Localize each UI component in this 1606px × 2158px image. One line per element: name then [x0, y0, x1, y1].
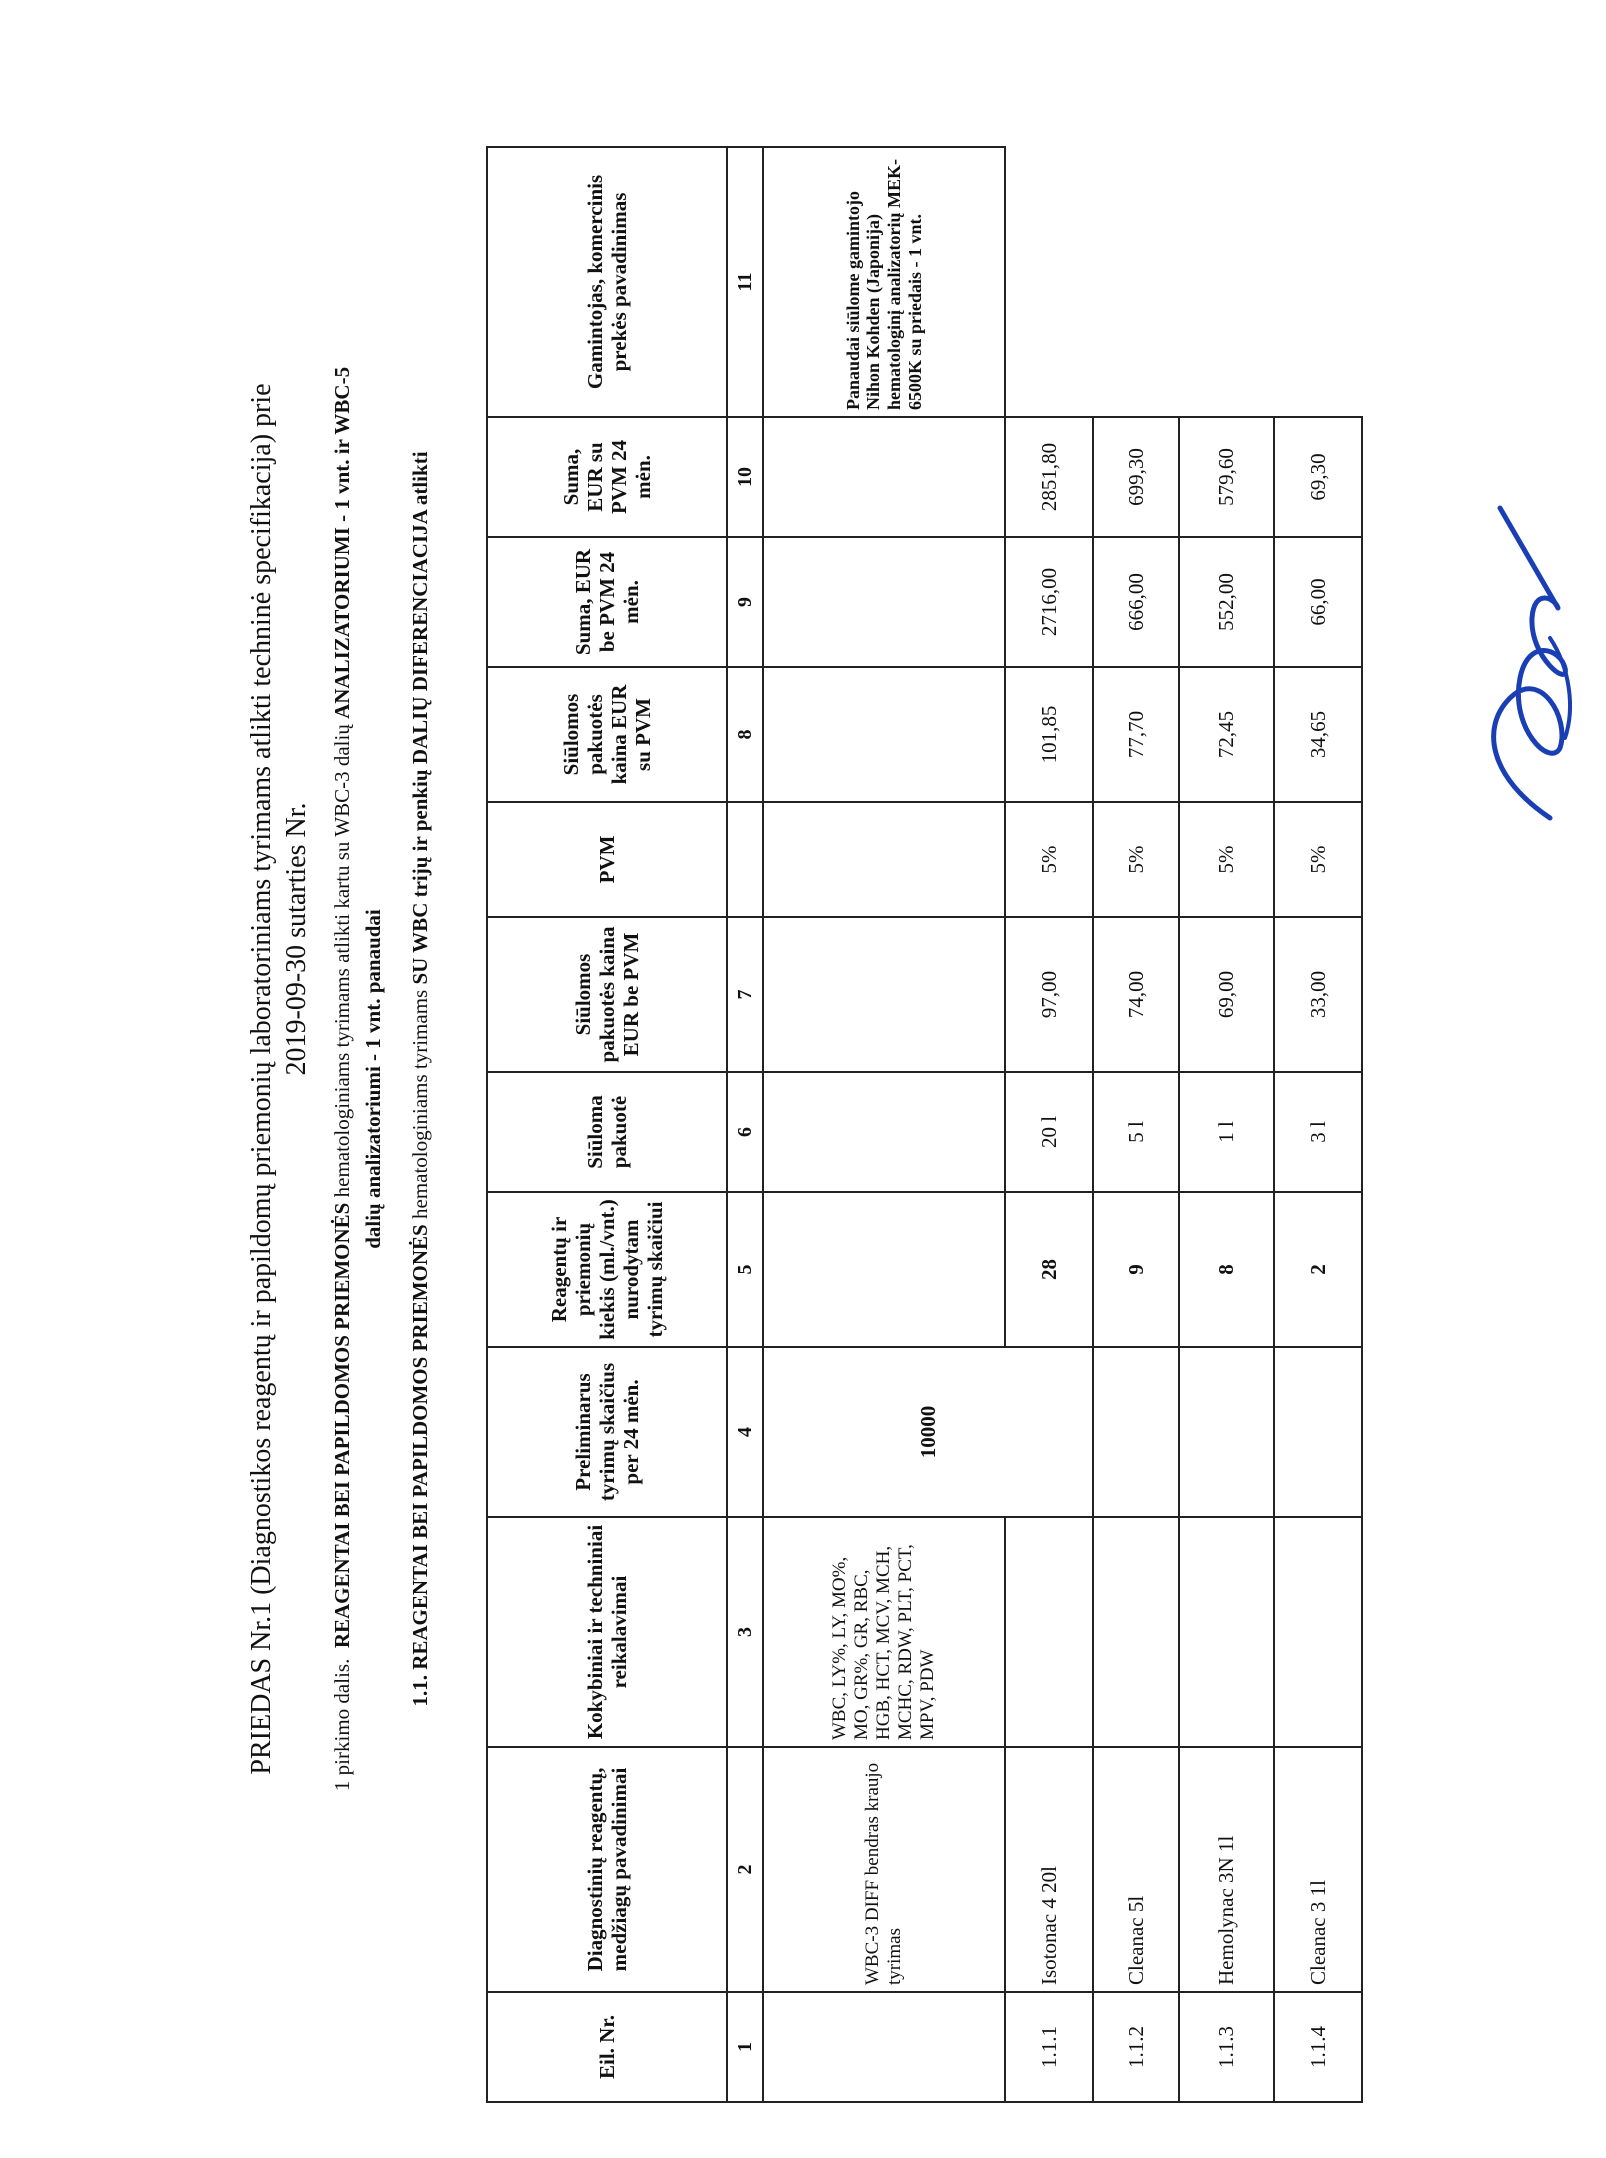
row-nr: 1.1.4: [1274, 1992, 1362, 2102]
col-number: 10: [727, 417, 763, 537]
col-number: 2: [727, 1747, 763, 1992]
row-pack: 3 l: [1274, 1072, 1362, 1192]
row-nr: 1.1.3: [1179, 1992, 1274, 2102]
row-qty: 8: [1179, 1192, 1274, 1347]
row-price-vat: 72,45: [1179, 667, 1274, 802]
row-nr: 1.1.2: [1093, 1992, 1179, 2102]
row-qty: 9: [1093, 1192, 1179, 1347]
part-heading: [330, 0, 355, 2158]
row-price: 74,00: [1093, 917, 1179, 1072]
col-header: Siūloma pakuotė: [487, 1072, 727, 1192]
col-number: 11: [727, 147, 763, 417]
section-prefix: 1.1. REAGENTAI BEI PAPILDOMOS PRIEMONĖS: [408, 1224, 432, 1707]
row-sum-vat: 2851,80: [1005, 417, 1093, 537]
col-number: 8: [727, 667, 763, 802]
empty-cell: [1179, 147, 1274, 417]
col-number: 6: [727, 1072, 763, 1192]
row-price-vat: 77,70: [1093, 667, 1179, 802]
column-number-row: [727, 147, 763, 2102]
row-sum-vat: 69,30: [1274, 417, 1362, 537]
empty-cell: [763, 1072, 1005, 1192]
table-row: [1093, 147, 1179, 2102]
handwritten-signature: [1470, 498, 1590, 838]
table-row: [1179, 147, 1274, 2102]
section-suffix: SU WBC trijų ir penkių DALIŲ DIFERENCIACIJA atlikti: [408, 451, 432, 985]
part-bold2: ANALIZATORIUMI - 1 vnt. ir WBC-5: [330, 366, 354, 719]
group-row: [763, 147, 1005, 2102]
row-pack: 5 l: [1093, 1072, 1179, 1192]
document-title: PRIEDAS Nr.1 (Diagnostikos reagentų ir papildomų priemonių laboratoriniams tyrimams atlikti techninė specifikacija) prie: [246, 383, 277, 1775]
row-price: 97,00: [1005, 917, 1093, 1072]
row-vat: 5%: [1274, 802, 1362, 917]
row-sum: 666,00: [1093, 537, 1179, 667]
empty-cell: [1093, 147, 1179, 417]
preliminary-tests: 10000: [763, 1347, 1093, 1517]
empty-cell: [763, 667, 1005, 802]
group-name: WBC-3 DIFF bendras kraujo tyrimas: [763, 1747, 1005, 1992]
col-header: Suma, EUR be PVM 24 mėn.: [487, 537, 727, 667]
row-pack: 1 l: [1179, 1072, 1274, 1192]
col-header: Kokybiniai ir techniniai reikalavimai: [487, 1517, 727, 1747]
empty-cell: [763, 417, 1005, 537]
col-number: 7: [727, 917, 763, 1072]
row-vat: 5%: [1005, 802, 1093, 917]
row-sum-vat: 699,30: [1093, 417, 1179, 537]
row-qty: 2: [1274, 1192, 1362, 1347]
row-sum-vat: 579,60: [1179, 417, 1274, 537]
empty-cell: [1274, 1517, 1362, 1747]
row-price-vat: 34,65: [1274, 667, 1362, 802]
col-header: Reagentų ir priemonių kiekis (ml./vnt.) nurodytam tyrimų skaičiui: [487, 1192, 727, 1347]
empty-cell: [1005, 147, 1093, 417]
empty-cell: [763, 1192, 1005, 1347]
row-vat: 5%: [1179, 802, 1274, 917]
empty-cell: [1005, 1517, 1093, 1747]
section-mid: hematologiniams tyrimams: [408, 989, 432, 1219]
col-number: 3: [727, 1517, 763, 1747]
col-header: PVM: [487, 802, 727, 917]
col-number: 1: [727, 1992, 763, 2102]
part-heading-line2: dalių analizatoriumi - 1 vnt. panaudai: [361, 909, 385, 1249]
row-name: Hemolynac 3N 1l: [1179, 1747, 1274, 1992]
row-pack: 20 l: [1005, 1072, 1093, 1192]
section-heading: [408, 0, 433, 2158]
contract-line: 2019-09-30 sutarties Nr.: [281, 802, 312, 1076]
table-row: [1005, 147, 1093, 2102]
col-header: Preliminarus tyrimų skaičius per 24 mėn.: [487, 1347, 727, 1517]
empty-cell: [1093, 1347, 1179, 1517]
col-header: Siūlomos pakuotės kaina EUR su PVM: [487, 667, 727, 802]
header-row: [487, 147, 727, 2102]
empty-cell: [1179, 1517, 1274, 1747]
group-nr: [763, 1992, 1005, 2102]
col-header: Eil. Nr.: [487, 1992, 727, 2102]
empty-cell: [1274, 147, 1362, 417]
table-row: [1274, 147, 1362, 2102]
empty-cell: [763, 537, 1005, 667]
empty-cell: [763, 802, 1005, 917]
empty-cell: [763, 917, 1005, 1072]
empty-cell: [1093, 1517, 1179, 1747]
col-header: Gamintojas, komercinis prekės pavadinimas: [487, 147, 727, 417]
row-sum: 66,00: [1274, 537, 1362, 667]
row-price-vat: 101,85: [1005, 667, 1093, 802]
part-mid: hematologiniams tyrimams atlikti kartu su WBC-3 dalių: [330, 724, 354, 1198]
empty-cell: [1179, 1347, 1274, 1517]
col-header: Suma, EUR su PVM 24 mėn.: [487, 417, 727, 537]
row-nr: 1.1.1: [1005, 1992, 1093, 2102]
manufacturer: Panaudai siūlome gamintojo Nihon Kohden (Japonija) hematologinį analizatorių MEK-6500K su priedais - 1 vnt.: [763, 147, 1005, 417]
row-sum: 2716,00: [1005, 537, 1093, 667]
specification-table: [486, 146, 1363, 2103]
col-header: Siūlomos pakuotės kaina EUR be PVM: [487, 917, 727, 1072]
row-vat: 5%: [1093, 802, 1179, 917]
row-name: Cleanac 5l: [1093, 1747, 1179, 1992]
col-number: 4: [727, 1347, 763, 1517]
row-name: Isotonac 4 20l: [1005, 1747, 1093, 1992]
row-name: Cleanac 3 1l: [1274, 1747, 1362, 1992]
row-price: 69,00: [1179, 917, 1274, 1072]
group-requirements: WBC, LY%, LY, MO%, MO, GR%, GR, RBC, HGB, HCT, MCV, MCH, MCHC, RDW, PLT, PCT, MPV, PDW: [763, 1517, 1005, 1747]
part-prefix: 1 pirkimo dalis.: [330, 1658, 354, 1792]
col-number: 5: [727, 1192, 763, 1347]
part-bold: REAGENTAI BEI PAPILDOMOS PRIEMONĖS: [330, 1202, 354, 1649]
col-header: Diagnostinių reagentų, medžiagų pavadinimai: [487, 1747, 727, 1992]
empty-cell: [1274, 1347, 1362, 1517]
row-sum: 552,00: [1179, 537, 1274, 667]
col-number: 9: [727, 537, 763, 667]
row-price: 33,00: [1274, 917, 1362, 1072]
col-number: [727, 802, 763, 917]
row-qty: 28: [1005, 1192, 1093, 1347]
